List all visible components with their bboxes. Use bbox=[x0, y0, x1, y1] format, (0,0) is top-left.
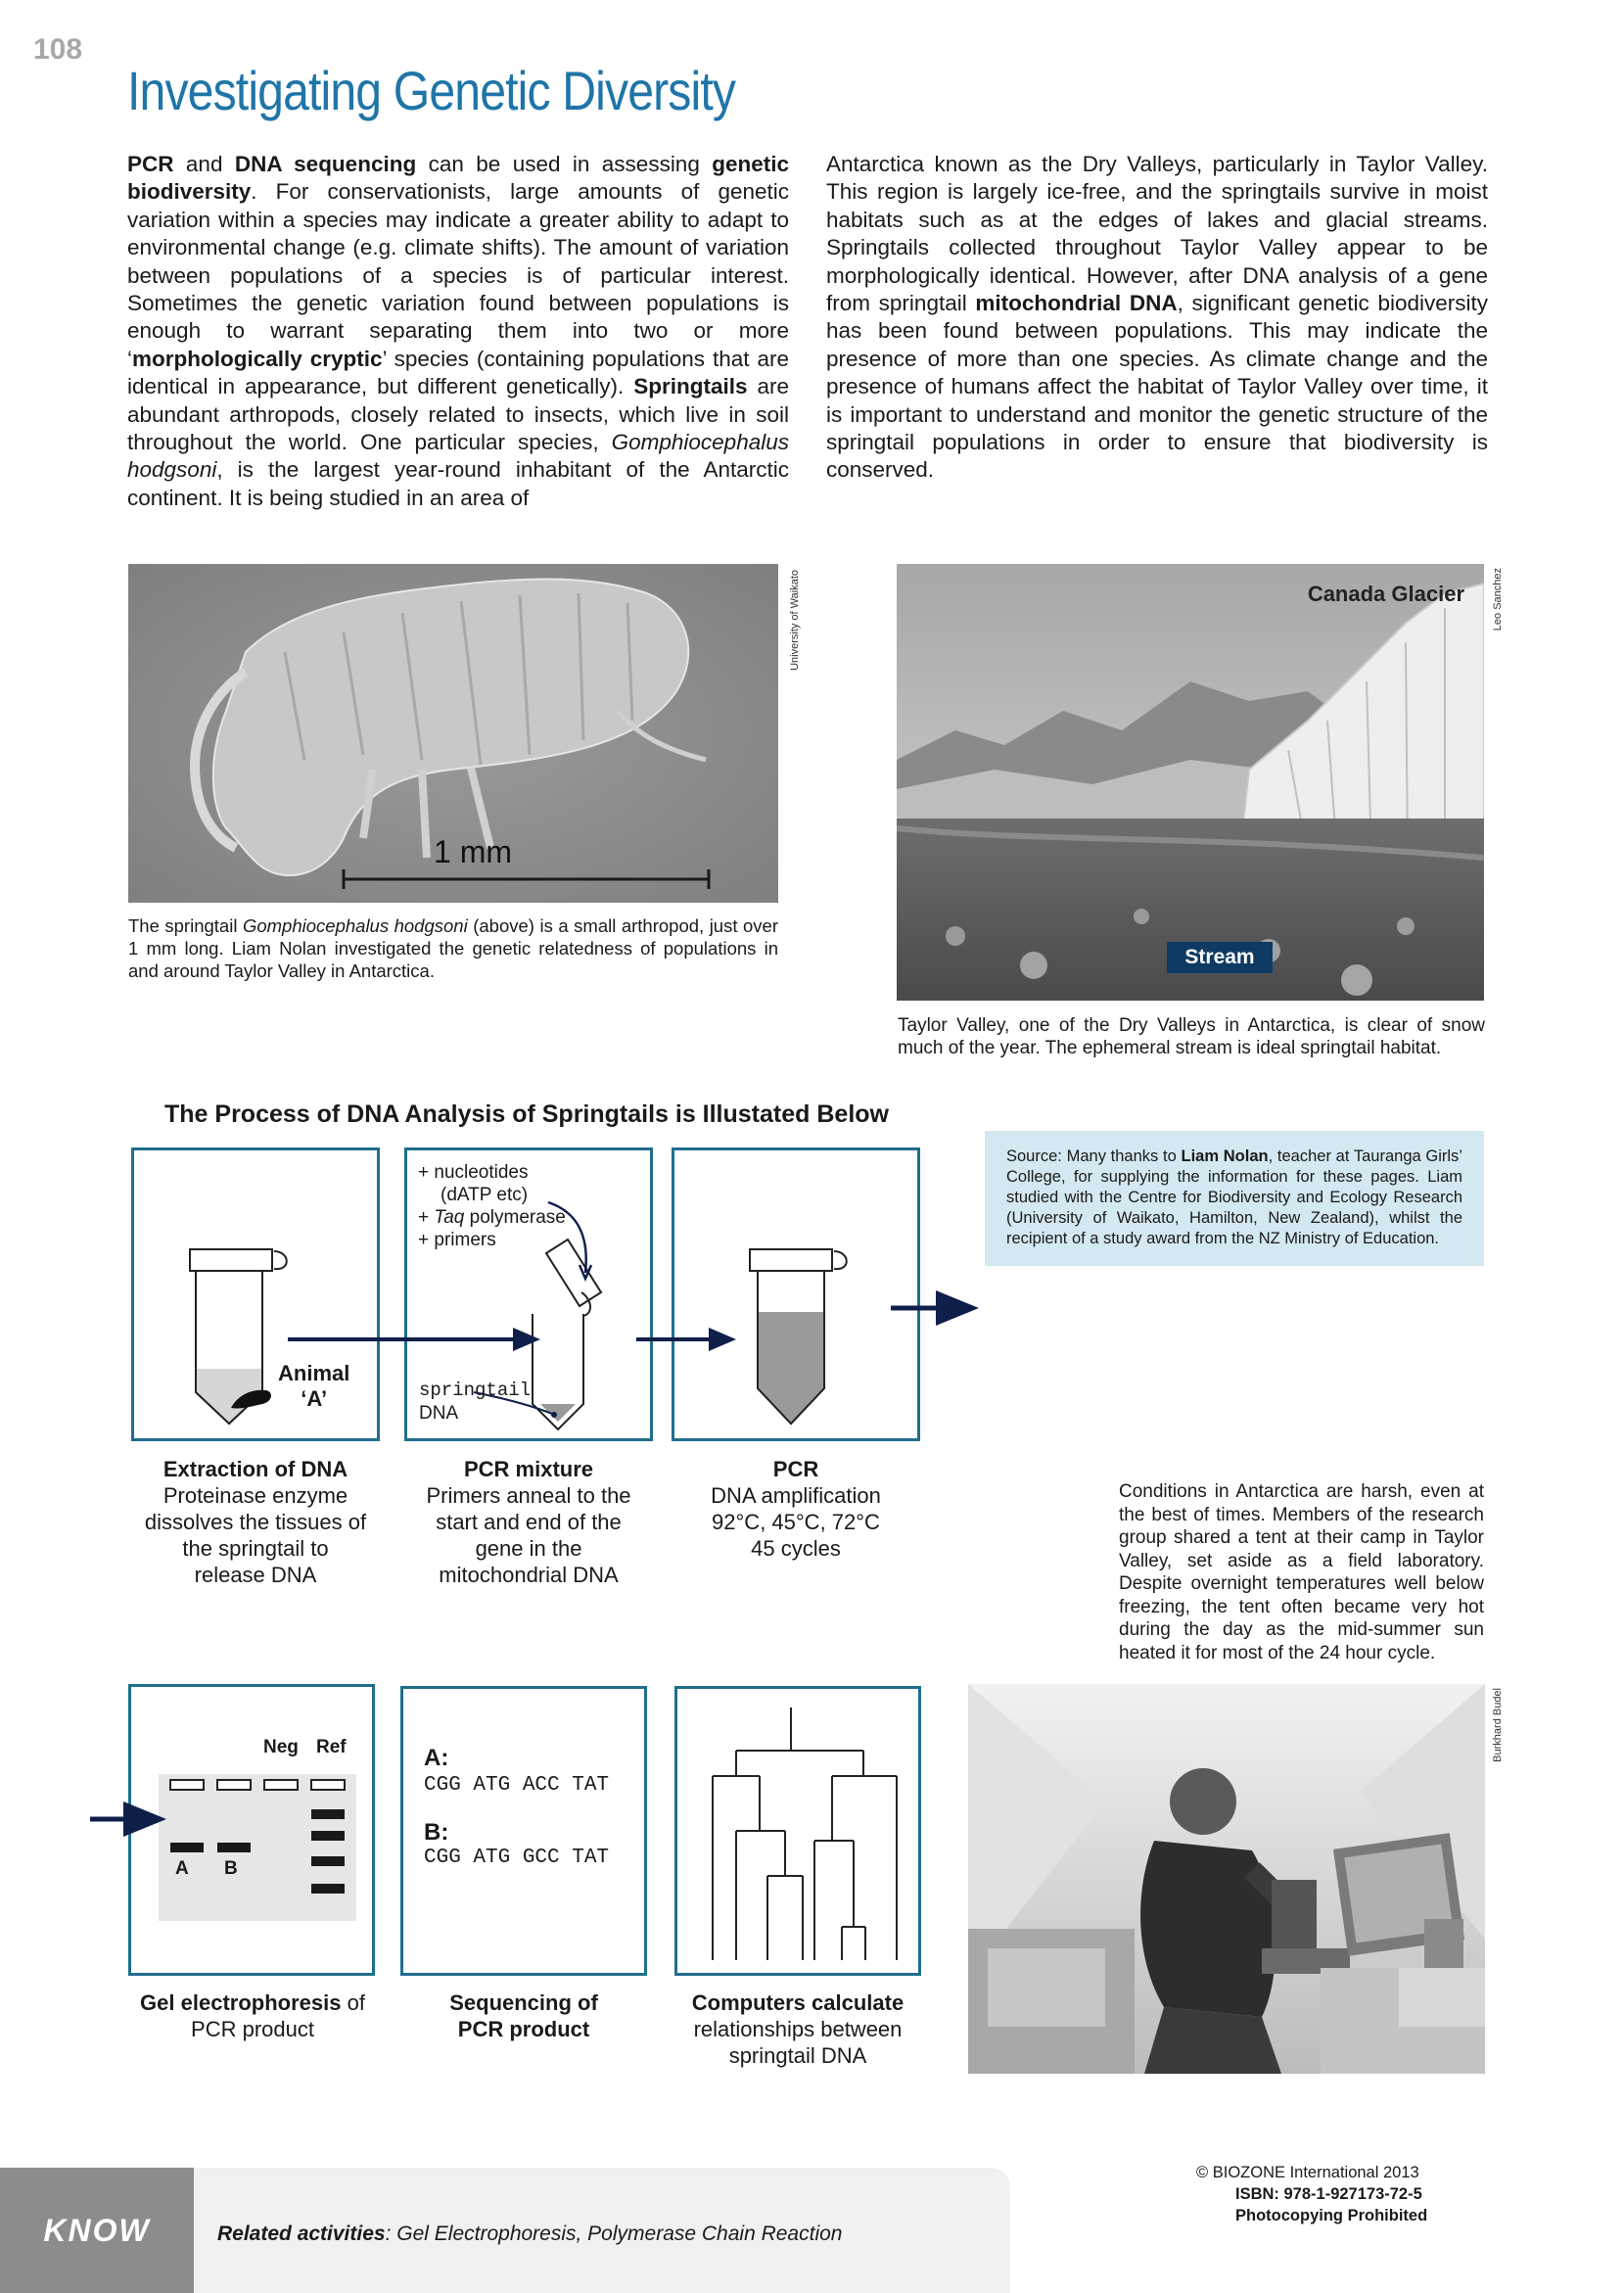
step-title: PCR product bbox=[457, 2017, 590, 2041]
arrow-icon bbox=[288, 1328, 540, 1351]
copyright-block bbox=[1196, 2162, 1427, 2226]
caption-text: The springtail bbox=[128, 915, 243, 936]
step-line: DNA amplification bbox=[711, 1483, 881, 1508]
intro-left-column bbox=[127, 151, 789, 512]
step-line: mitochondrial DNA bbox=[439, 1563, 619, 1587]
animal-label bbox=[278, 1361, 349, 1412]
bold-term: morphologically cryptic bbox=[132, 346, 383, 371]
ref-band bbox=[311, 1809, 345, 1819]
gel-neg-label: Neg bbox=[263, 1737, 299, 1757]
field-lab-photo bbox=[968, 1684, 1485, 2074]
body-text: , significant genetic biodiversity has been found between populations. This may indicate the presence of more than one species. As climate change and the presence of humans affect the habitat of Taylor Valley over time, it is important to understand and monitor the genetic structure of the springtail populations in order to ensure that biodiversity is conserved. bbox=[826, 291, 1488, 483]
bold-term: Springtails bbox=[633, 374, 748, 399]
tube-icon bbox=[750, 1249, 847, 1424]
animal-label-text: Animal bbox=[278, 1361, 350, 1385]
gel-ref-label: Ref bbox=[316, 1737, 347, 1757]
related-activities bbox=[217, 2223, 842, 2246]
step-line: PCR product bbox=[191, 2017, 314, 2041]
sequencing-label bbox=[392, 1989, 656, 2042]
caption-text: (above) is a small arthropod, just over 1 mm long. Liam Nolan investigated the genetic relatedness of populations in and around Taylor Valley in Antarctica. bbox=[128, 915, 778, 981]
gel-well bbox=[170, 1780, 204, 1790]
sequence-a: CGG ATG ACC TAT bbox=[424, 1774, 610, 1797]
gel-well bbox=[264, 1780, 298, 1790]
ingredient: + nucleotides bbox=[418, 1162, 529, 1183]
computers-label bbox=[666, 1989, 930, 2069]
body-text: . For conservationists, large amounts of genetic variation within a species may indicate a greater ability to adapt to environmental change (e.g. climate shifts). The amount of variation between populations of a species is of particular interest. Sometimes the genetic variation found between populations is enough to warrant separating them into two or more ‘ bbox=[127, 179, 789, 371]
step-line: 45 cycles bbox=[751, 1536, 841, 1561]
step-line: Proteinase enzyme bbox=[162, 1483, 348, 1508]
intro-right-column bbox=[826, 151, 1488, 485]
copyright: © BIOZONE International 2013 bbox=[1196, 2164, 1419, 2181]
glacier-label: Canada Glacier bbox=[1307, 582, 1464, 606]
phylogenetic-tree bbox=[713, 1708, 897, 1960]
gel-lane-b-label: B bbox=[224, 1858, 238, 1879]
photo-credit: Leo Sanchez bbox=[1492, 568, 1504, 632]
caption-species: Gomphiocephalus hodgsoni bbox=[242, 915, 468, 936]
related-label: Related activities bbox=[217, 2223, 386, 2245]
source-name: Liam Nolan bbox=[1181, 1147, 1269, 1165]
body-text: and bbox=[173, 152, 235, 176]
gel-label bbox=[108, 1989, 397, 2042]
ref-band bbox=[311, 1884, 345, 1894]
step-title: PCR mixture bbox=[463, 1457, 594, 1481]
body-text: , is the largest year-round inhabitant of the Antarctic continent. It is being studied in an area of bbox=[127, 457, 789, 510]
arrow-icon bbox=[636, 1328, 736, 1351]
bold-term: mitochondrial DNA bbox=[975, 291, 1178, 316]
step-title: Sequencing of bbox=[449, 1990, 598, 2015]
label-line: springtail bbox=[419, 1380, 532, 1401]
ingredient: + Taq polymerase bbox=[418, 1207, 566, 1228]
stream-label: Stream bbox=[1167, 942, 1273, 973]
step-line: Primers anneal to the bbox=[426, 1483, 631, 1508]
step-title-rest: of bbox=[341, 1990, 365, 2015]
gel-well bbox=[311, 1780, 345, 1790]
springtail-photo bbox=[128, 564, 778, 903]
page-number: 108 bbox=[33, 33, 83, 66]
process-title: The Process of DNA Analysis of Springtails is Illustated Below bbox=[164, 1100, 889, 1128]
pcr-label bbox=[666, 1456, 926, 1562]
taylor-valley-photo bbox=[897, 564, 1484, 1001]
label-line: DNA bbox=[419, 1403, 459, 1424]
bold-term: PCR bbox=[127, 152, 174, 176]
bold-term: DNA sequencing bbox=[234, 152, 417, 176]
step-line: gene in the bbox=[475, 1536, 582, 1561]
valley-caption: Taylor Valley, one of the Dry Valleys in Antarctica, is clear of snow much of the year. The ephemeral stream is ideal springtail habitat. bbox=[898, 1015, 1485, 1058]
analysis-diagram bbox=[88, 1684, 969, 1978]
gel-band bbox=[217, 1843, 251, 1852]
tube-icon bbox=[190, 1249, 287, 1424]
isbn: ISBN: 978-1-927173-72-5 bbox=[1235, 2185, 1422, 2203]
field-lab-illustration bbox=[968, 1684, 1485, 2074]
photo-credit: University of Waikato bbox=[789, 570, 801, 671]
step-title: Gel electrophoresis bbox=[140, 1990, 342, 2015]
sequence-b: CGG ATG GCC TAT bbox=[424, 1847, 610, 1869]
pcr-mixture-label bbox=[396, 1456, 661, 1588]
animal-id: ‘A’ bbox=[301, 1386, 328, 1411]
species-name: Gomphiocephalus hodgsoni bbox=[127, 430, 789, 483]
step-line: start and end of the bbox=[436, 1510, 622, 1534]
valley-illustration bbox=[897, 564, 1484, 1001]
step-line: release DNA bbox=[194, 1563, 317, 1587]
photo-credit: Burkhard Budel bbox=[1492, 1688, 1504, 1762]
ingredient: + primers bbox=[418, 1230, 496, 1250]
bold-term: genetic biodiversity bbox=[127, 152, 790, 205]
ingredient: (dATP etc) bbox=[441, 1185, 529, 1205]
source-text: Source: Many thanks to bbox=[1006, 1147, 1182, 1165]
extraction-label bbox=[121, 1456, 390, 1588]
springtail-dna-label bbox=[419, 1379, 531, 1426]
body-text: Antarctica known as the Dry Valleys, particularly in Taylor Valley. This region is largely ice-free, and the springtails survive in moist habitats such as at the edges of lakes and glacial streams. Springtails collected throughout Taylor Valley appear to be morphologically identical. However, after DNA analysis of a gene from springtail bbox=[826, 152, 1488, 316]
sequence-a-label: A: bbox=[424, 1745, 449, 1771]
gel-lane-a-label: A bbox=[175, 1858, 189, 1879]
step-title: PCR bbox=[772, 1457, 819, 1481]
scale-label: 1 mm bbox=[434, 834, 512, 869]
photocopy-notice: Photocopying Prohibited bbox=[1235, 2207, 1428, 2224]
step-title: Extraction of DNA bbox=[162, 1457, 348, 1481]
gel-well bbox=[217, 1780, 251, 1790]
process-diagram bbox=[131, 1147, 1130, 1461]
step-line: dissolves the tissues of bbox=[144, 1510, 367, 1534]
gel-band bbox=[170, 1843, 204, 1852]
conditions-text: Conditions in Antarctica are harsh, even at the best of times. Members of the research group shared a tent at their camp in Taylor Valley, set aside as a field laboratory. Despite overnight temperatures well below freezing, the tent often became very hot during the day as the mid-summer sun heated it for most of the 24 hour cycle. bbox=[1119, 1481, 1484, 1663]
step-line: 92°C, 45°C, 72°C bbox=[712, 1510, 880, 1534]
springtail-caption bbox=[128, 914, 778, 982]
arrow-icon bbox=[891, 1290, 979, 1326]
ref-band bbox=[311, 1831, 345, 1841]
step-line: the springtail to bbox=[182, 1536, 329, 1561]
body-text: ’ species (containing populations that are identical in appearance, but different genetically). bbox=[127, 346, 789, 399]
mixture-ingredients bbox=[418, 1161, 566, 1251]
related-links: : Gel Electrophoresis, Polymerase Chain Reaction bbox=[385, 2223, 843, 2245]
sequence-b-label: B: bbox=[424, 1819, 449, 1846]
body-text: can be used in assessing bbox=[416, 152, 713, 176]
body-text: are abundant arthropods, closely related to insects, which live in soil throughout the world. One particular species, bbox=[127, 374, 789, 455]
arrow-icon bbox=[90, 1802, 166, 1837]
know-tab: KNOW bbox=[0, 2168, 194, 2293]
page-title: Investigating Genetic Diversity bbox=[127, 60, 736, 121]
step-line: relationships between bbox=[693, 2017, 903, 2041]
step-line: springtail DNA bbox=[728, 2043, 867, 2068]
ref-band bbox=[311, 1856, 345, 1866]
source-text: , teacher at Tauranga Girls’ College, for supplying the information for these pages. Liam studied with the Centre for Biodiversity and Ecology Research (University of Waikato, Hamilton, New Zealand), whilst the recipient of a study award from the NZ Ministry of Education. bbox=[1006, 1147, 1462, 1247]
step-title: Computers calculate bbox=[691, 1990, 905, 2015]
